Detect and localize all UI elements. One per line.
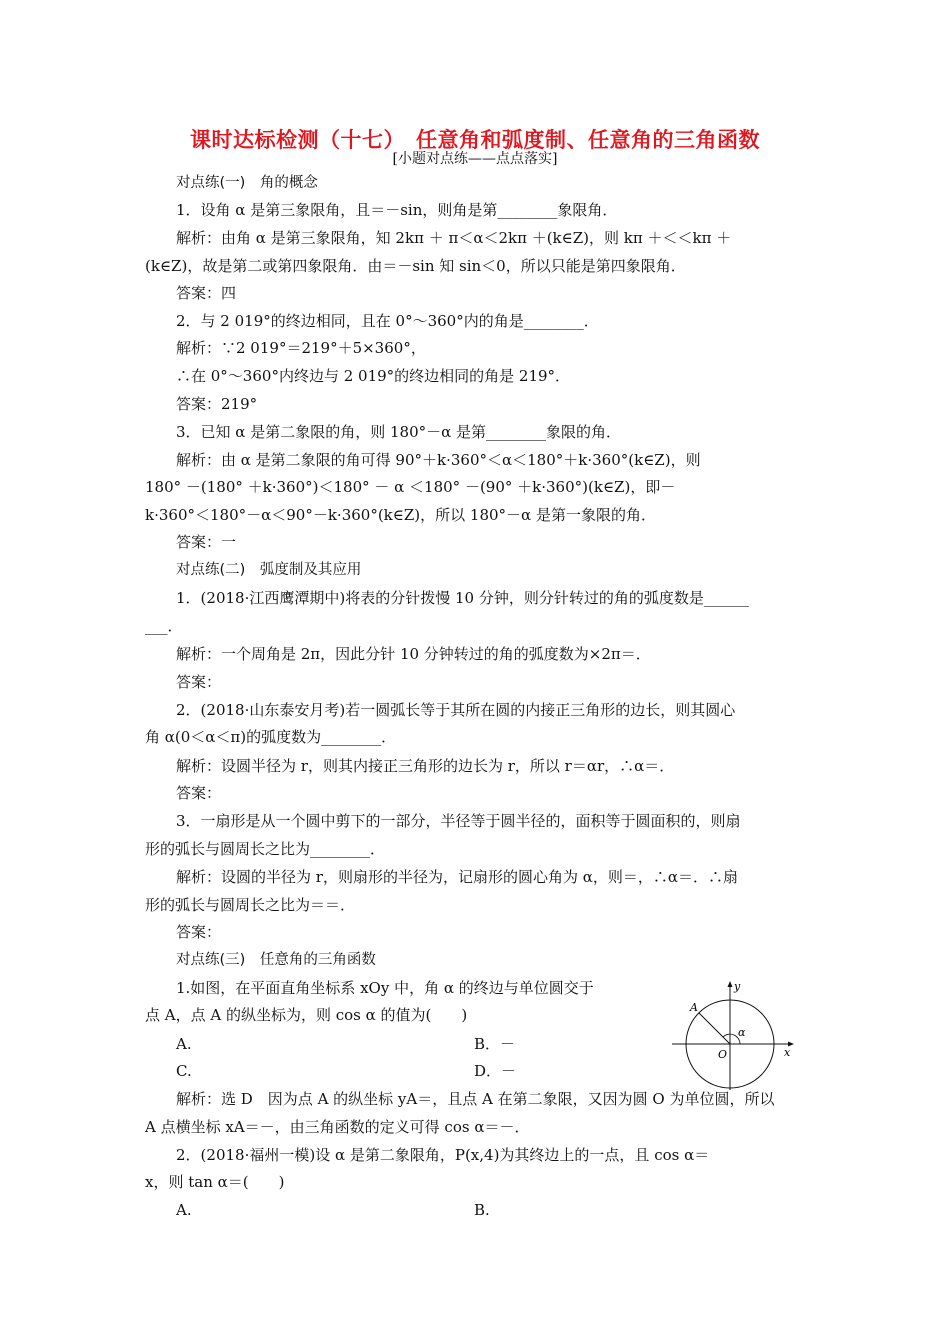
- answer-line: 答案：一: [176, 533, 237, 551]
- point-a-label: A: [690, 1001, 698, 1014]
- question-line: 2．与 2 019°的终边相同，且在 0°～360°内的角是________．: [176, 312, 599, 330]
- alpha-label: α: [738, 1026, 746, 1039]
- unit-circle-figure: [668, 978, 798, 1094]
- option-b: B.: [474, 1201, 490, 1219]
- option-d: D．－: [474, 1062, 517, 1080]
- question-line: 角 α(0＜α＜π)的弧度数为________．: [145, 728, 397, 746]
- page-title: 课时达标检测（十七） 任意角和弧度制、任意角的三角函数: [190, 128, 760, 152]
- answer-line: 答案：: [176, 784, 222, 802]
- answer-line: 答案：: [176, 673, 222, 691]
- question-line: 形的弧长与圆周长之比为________．: [145, 840, 386, 858]
- y-axis-arrow: [728, 981, 733, 987]
- question-line: 1．设角 α 是第三象限角，且＝－sin，则角是第________象限角．: [176, 201, 618, 219]
- solution-line: 解析：由 α 是第二象限的角可得 90°＋k·360°＜α＜180°＋k·360°(k∈Z)，则: [176, 451, 701, 469]
- option-b: B．－: [474, 1035, 516, 1053]
- option-a: A.: [176, 1035, 192, 1053]
- section-heading: 对点练(一) 角的概念: [176, 175, 318, 191]
- solution-line: 解析：设圆的半径为 r，则扇形的半径为，记扇形的圆心角为 α，则＝，∴α＝．∴扇: [176, 868, 738, 886]
- question-line: 2．(2018·山东泰安月考)若一圆弧长等于其所在圆的内接正三角形的边长，则其圆心: [176, 701, 736, 719]
- question-line: 3．一扇形是从一个圆中剪下的一部分，半径等于圆半径的，面积等于圆面积的，则扇: [176, 812, 741, 830]
- terminal-side: [699, 1013, 730, 1044]
- question-line: x，则 tan α＝( ): [145, 1173, 285, 1191]
- question-line: 1.如图，在平面直角坐标系 xOy 中，角 α 的终边与单位圆交于: [176, 979, 594, 997]
- solution-line: 解析：由角 α 是第三象限角，知 2kπ ＋ π＜α＜2kπ ＋(k∈Z)，则 kπ ＋＜＜kπ ＋: [176, 229, 732, 247]
- option-a: A.: [176, 1201, 192, 1219]
- answer-line: 答案：: [176, 923, 222, 941]
- question-line: 点 A，点 A 的纵坐标为，则 cos α 的值为( ): [145, 1006, 468, 1024]
- answer-line: 答案：四: [176, 284, 237, 302]
- question-line: 3．已知 α 是第二象限的角，则 180°－α 是第________象限的角．: [176, 423, 622, 441]
- answer-line: 答案：219°: [176, 395, 258, 413]
- origin-label: O: [718, 1048, 728, 1061]
- option-c: C.: [176, 1062, 192, 1080]
- solution-line: 形的弧长与圆周长之比为＝＝．: [145, 896, 356, 914]
- solution-line: 解析：一个周角是 2π，因此分针 10 分钟转过的角的弧度数为×2π＝．: [176, 645, 651, 663]
- solution-line: 解析：选 D 因为点 A 的纵坐标 yA＝，且点 A 在第二象限，又因为圆 O 为单位圆，所以: [176, 1090, 775, 1108]
- solution-line: k·360°＜180°－α＜90°－k·360°(k∈Z)，所以 180°－α 是第一象限的角．: [145, 506, 656, 524]
- question-line: 1．(2018·江西鹰潭期中)将表的分针拨慢 10 分钟，则分针转过的角的弧度数是______: [176, 589, 749, 607]
- solution-line: (k∈Z)，故是第二或第四象限角．由＝－sin 知 sin＜0，所以只能是第四象限角．: [145, 257, 686, 275]
- section-heading: 对点练(三) 任意角的三角函数: [176, 952, 376, 968]
- section-heading: 对点练(二) 弧度制及其应用: [176, 562, 362, 578]
- solution-line: 解析：∵2 019°＝219°＋5×360°，: [176, 339, 426, 357]
- y-axis-label: y: [734, 980, 741, 993]
- x-axis-label: x: [784, 1046, 791, 1059]
- question-line: ___．: [145, 617, 183, 635]
- solution-line: ∴在 0°～360°内终边与 2 019°的终边相同的角是 219°．: [176, 367, 571, 385]
- solution-line: A 点横坐标 xA＝－，由三角函数的定义可得 cos α＝－．: [145, 1118, 530, 1136]
- question-line: 2．(2018·福州一模)设 α 是第二象限角，P(x,4)为其终边上的一点，且 cos α＝: [176, 1146, 710, 1164]
- solution-line: 180° －(180° ＋k·360°)＜180° － α ＜180° －(90° ＋k·360°)(k∈Z)，即－: [145, 478, 676, 496]
- solution-line: 解析：设圆半径为 r，则其内接正三角形的边长为 r，所以 r＝αr，∴α＝．: [176, 757, 675, 775]
- page-subtitle: [小题对点练——点点落实]: [392, 151, 558, 167]
